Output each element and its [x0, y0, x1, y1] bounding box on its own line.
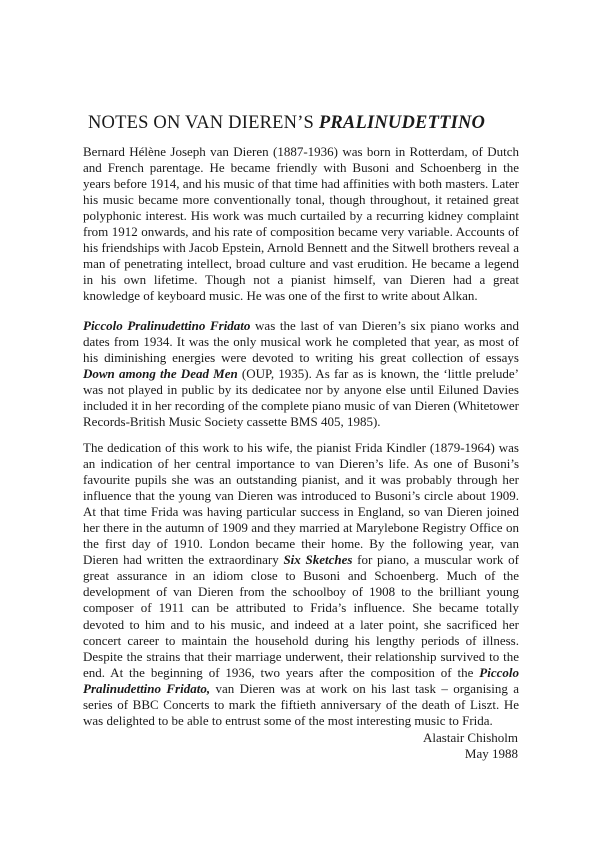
- work-title: Piccolo Pralinudettino Fridato,: [83, 664, 519, 696]
- work-title: Piccolo Pralinudettino Fridato: [83, 318, 251, 333]
- work-title: Six Sketches: [283, 552, 353, 568]
- paragraph-text: (OUP, 1935). As far as is known, the ‘little prelude’ was not played in public by its dedicatee nor by anyone else until Eiluned Davies included it in her recording of the complete piano music of van Dieren (Whitetower Records-British Music Society cassette BMS 405, 1985).: [83, 366, 520, 430]
- title-emphasis: PRALINUDETTINO: [318, 113, 486, 133]
- paragraph-dedication: [83, 440, 519, 729]
- page-title: [88, 113, 528, 134]
- author-name: Alastair Chisholm: [423, 730, 518, 745]
- paragraph-text: was the last of van Dieren’s six piano works and dates from 1934. It was the only musical work he completed that year, as most of his diminishing energies were devoted to writing his great collection of essays: [83, 318, 519, 366]
- signature-date: May 1988: [464, 746, 518, 761]
- paragraph-work-history: [83, 318, 519, 430]
- book-title: Down among the Dead Men: [83, 366, 238, 382]
- signature-block: [423, 730, 518, 762]
- title-prefix: NOTES ON VAN DIEREN’S: [88, 113, 319, 133]
- paragraph-text: The dedication of this work to his wife, the pianist Frida Kindler (1879-1964) was an indication of her central importance to van Dieren’s life. As one of Busoni’s favourite pupils she was an outstanding pianist, and it was probably through her influence that the young van Dieren was introduced to Busoni’s circle about 1909. At that time Frida was having particular success in England, so van Dieren joined her there in the autumn of 1909 and they married at Marylebone Registry Office on the first day of 1910. London became their home. By the following year, van Dieren had written the extraordinary: [83, 440, 519, 568]
- paragraph-text: for piano, a muscular work of great assurance in an idiom close to Busoni and Schoenberg. Much of the development of van Dieren from the schoolboy of 1908 to the brilliant young composer of 1911 can be attributed to Frida’s influence. She became totally devoted to him and to his music, and indeed at a later point, she sacrificed her concert career to maintain the household during his lengthy periods of illness. Despite the strains that their marriage underwent, their relationship survived to the end. At the beginning of 1936, two years after the composition of the: [83, 552, 519, 680]
- paragraph-text: van Dieren was at work on his last task – organising a series of BBC Concerts to mark the fiftieth anniversary of the death of Liszt. He was delighted to be able to entrust some of the most interesting music to Frida.: [83, 680, 519, 728]
- paragraph-biography: Bernard Hélène Joseph van Dieren (1887-1936) was born in Rotterdam, of Dutch and French parentage. He became friendly with Busoni and Schoenberg in the years before 1914, and his music of that time had affinities with both masters. Later his music became more conventionally tonal, though throughout, it retained great polyphonic interest. His work was much curtailed by a recurring kidney complaint from 1912 onwards, and his rate of composition became very variable. Accounts of his friendships with Jacob Epstein, Arnold Bennett and the Sitwell brothers reveal a man of penetrating intellect, broad culture and vast erudition. He became a legend in his own lifetime. Though not a pianist himself, van Dieren had a great knowledge of keyboard music. He was one of the first to write about Alkan.: [83, 144, 519, 304]
